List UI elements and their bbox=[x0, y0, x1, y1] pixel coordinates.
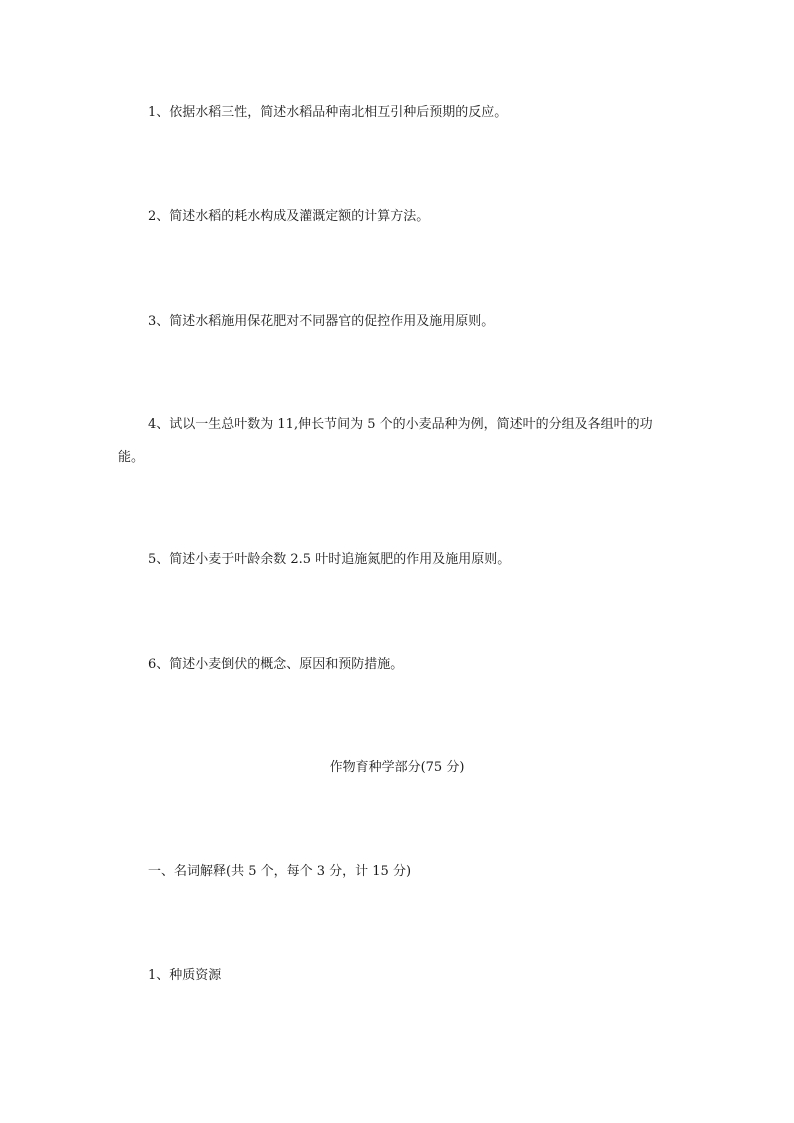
term-1: 1、种质资源 bbox=[148, 968, 222, 983]
question-2: 2、简述水稻的耗水构成及灌溉定额的计算方法。 bbox=[148, 209, 430, 224]
question-5: 5、简述小麦于叶龄余数 2.5 叶时追施氮肥的作用及施用原则。 bbox=[148, 552, 511, 567]
question-6: 6、简述小麦倒伏的概念、原因和预防措施。 bbox=[148, 657, 404, 672]
subsection-title: 一、名词解释(共 5 个，每个 3 分，计 15 分) bbox=[148, 864, 412, 879]
question-3: 3、简述水稻施用保花肥对不同器官的促控作用及施用原则。 bbox=[148, 314, 495, 329]
section-title: 作物育种学部分(75 分) bbox=[329, 760, 465, 775]
question-1: 1、依据水稻三性，简述水稻品种南北相互引种后预期的反应。 bbox=[148, 105, 508, 120]
question-4: 4、试以一生总叶数为 11,伸长节间为 5 个的小麦品种为例，简述叶的分组及各组叶的功能。 bbox=[118, 417, 653, 465]
